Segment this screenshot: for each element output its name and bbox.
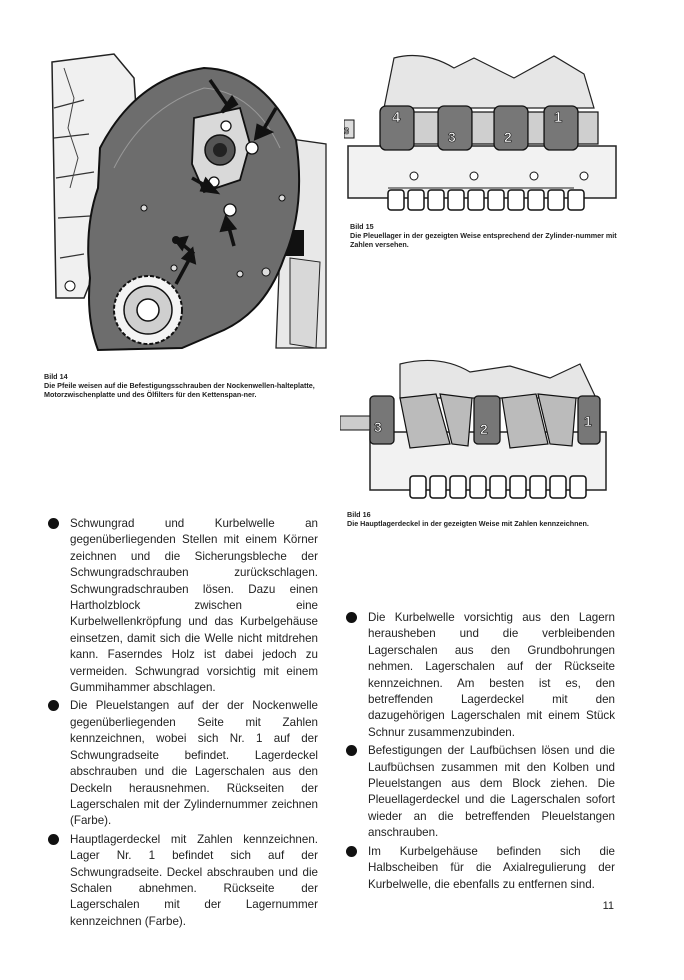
marking: 3 — [374, 419, 382, 435]
caption-bild-16 — [347, 510, 632, 528]
marking: 4 — [392, 109, 401, 126]
bullet-item — [368, 743, 615, 841]
figure-bild-14 — [44, 48, 328, 366]
right-text-column — [368, 610, 615, 893]
paragraph: Die Kurbelwelle vorsichtig aus den Lagern herausheben und die verbleibenden Lagerschalen aus den Grundbohrungen nehmen. Lagerschalen auf der Rückseite kennzeichnen. Am besten ist es, den betreffenden Lagerdeckel mit den dazugehörigen Lagerschalen mit einem Stück Schnur zusammenzubinden. — [368, 611, 615, 739]
figure-bild-16 — [340, 354, 610, 504]
bullet-dot — [48, 518, 59, 529]
figure-label: Bild 15 — [350, 222, 374, 231]
bullet-item — [368, 844, 615, 893]
figure-caption: Die Pleuellager in der gezeigten Weise entsprechend der Zylinder-nummer mit Zahlen versehen. — [350, 231, 617, 249]
figure-caption: Die Pfeile weisen auf die Befestigungsschrauben der Nockenwellen-halteplatte, Motorzwischenplatte und des Ölfilters für den Kettenspan-ner. — [44, 381, 315, 399]
paragraph: Hauptlagerdeckel mit Zahlen kennzeichnen. Lager Nr. 1 befindet sich auf der Schwungradseite. Deckel abschrauben und die Schalen abnehmen. Rückseite der Lagerschalen mit der Lagernummer kennzeichnen (Farbe). — [70, 832, 318, 928]
bullet-item — [368, 610, 615, 741]
figure-caption: Die Hauptlagerdeckel in der gezeigten Weise mit Zahlen kennzeichnen. — [347, 519, 589, 528]
main-bearing-caps-illustration — [340, 354, 610, 504]
bullet-dot — [48, 834, 59, 845]
marking: 2 — [504, 129, 512, 145]
paragraph: Befestigungen der Laufbüchsen lösen und die Laufbüchsen zusammen mit den Kolben und Pleuelstangen aus dem Block ziehen. Die Pleuellagerdeckel und die Lagerschalen sofort wieder an die betreffenden Pleuelstangen anschrauben. — [368, 744, 615, 840]
figure-label: Bild 14 — [44, 372, 68, 381]
bullet-item — [70, 698, 318, 829]
bullet-dot — [346, 612, 357, 623]
bullet-dot — [48, 700, 59, 711]
connecting-rods-illustration — [344, 48, 620, 216]
marking: 1 — [584, 413, 592, 429]
figure-label: Bild 16 — [347, 510, 371, 519]
bullet-item — [70, 832, 318, 930]
engine-front-plate-illustration — [44, 48, 328, 366]
caption-bild-14 — [44, 372, 334, 399]
figure-bild-15 — [344, 48, 620, 216]
bullet-dot — [346, 846, 357, 857]
paragraph: Schwungrad und Kurbelwelle an gegenüberliegenden Stellen mit einem Körner zeichnen und die Sicherungsbleche der Schwungradschrauben zurückschlagen. Schwungradschrauben lösen. Dazu einen Hartholzblock zwischen eine Kurbelwellenkröpfung und das Kurbelgehäuse einsetzen, damit sich die Welle nicht mitdrehen kann. Faserndes Holz ist dabei jedoch zu vermeiden. Schwungrad vorsichtig mit einem Gummihammer abschlagen. — [70, 517, 318, 695]
bullet-dot — [346, 745, 357, 756]
marking: 3 — [448, 129, 456, 145]
page-number: 11 — [602, 900, 614, 912]
marking: 2 — [480, 421, 488, 437]
caption-bild-15 — [350, 222, 628, 249]
paragraph: Die Pleuelstangen auf der der Nockenwelle gegenüberliegenden Seite mit Zahlen kennzeichnen, wobei sich Nr. 1 auf der Schwungradseite befindet. Lagerdeckel abschrauben und die Lagerschalen aus den Deckeln herausnehmen. Rückseiten der Lagerschalen mit der Zylindernummer zeichnen (Farbe). — [70, 699, 318, 828]
marking: 3 — [344, 126, 350, 136]
left-text-column — [70, 516, 318, 930]
bullet-item — [70, 516, 318, 696]
paragraph: Im Kurbelgehäuse befinden sich die Halbscheiben für die Axialregulierung der Kurbelwelle, die ebenfalls zu entfernen sind. — [368, 844, 615, 891]
marking: 1 — [554, 109, 563, 126]
